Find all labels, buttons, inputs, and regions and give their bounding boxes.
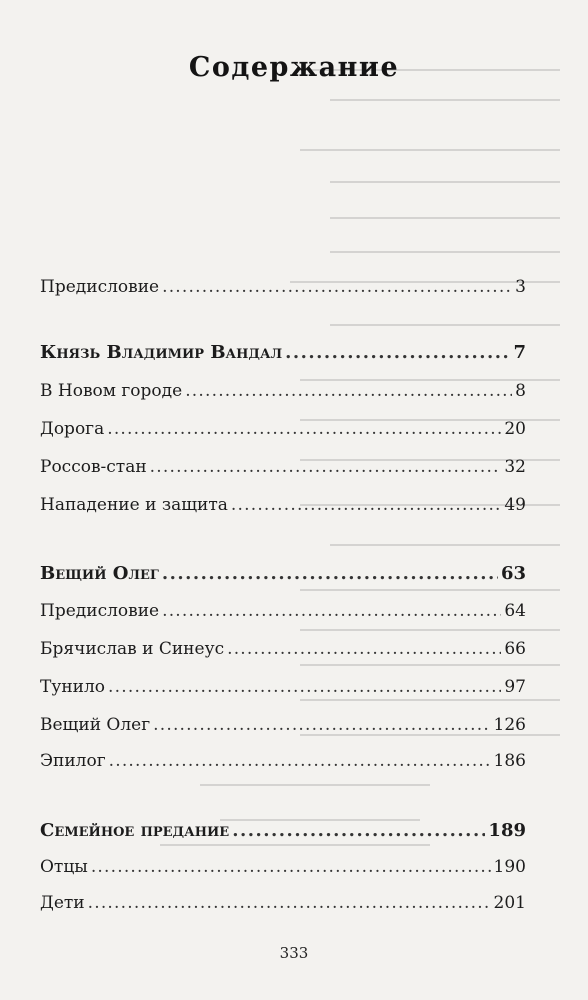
- toc-entry-label: Эпилог: [40, 751, 106, 771]
- toc-leader-dots: [91, 856, 491, 878]
- toc-entry: [40, 410, 526, 440]
- toc-leader-dots: [231, 494, 501, 516]
- toc-section-label: Князь Владимир Вандал: [40, 342, 283, 363]
- toc-entry: [40, 268, 526, 298]
- toc-entry-label: Дети: [40, 893, 85, 913]
- toc-entry: [40, 372, 526, 402]
- toc-leader-dots: [162, 600, 501, 622]
- toc-entry-page: 32: [504, 457, 526, 477]
- toc-entry-label: Россов-стан: [40, 457, 147, 477]
- toc-entry-label: Вещий Олег: [40, 715, 151, 735]
- toc-section-page: 189: [488, 820, 526, 841]
- toc-entry: [40, 884, 526, 914]
- toc-entry-page: 201: [493, 893, 526, 913]
- toc-entry-page: 49: [504, 495, 526, 515]
- toc-entry-page: 8: [515, 381, 526, 401]
- toc-entry-page: 66: [504, 639, 526, 659]
- toc-entry-page: 3: [515, 277, 526, 297]
- toc-section-label: Вещий Олег: [40, 563, 159, 584]
- toc-leader-dots: [108, 676, 501, 698]
- toc-entry-label: Нападение и защита: [40, 495, 228, 515]
- toc-leader-dots: [227, 638, 501, 660]
- toc-entry: [40, 706, 526, 736]
- toc-leader-dots: [109, 750, 491, 772]
- toc-leader-dots: [232, 820, 485, 842]
- toc-entry-page: 64: [504, 601, 526, 621]
- toc-entry: [40, 742, 526, 772]
- toc-entry: [40, 848, 526, 878]
- toc-entry-label: В Новом городе: [40, 381, 183, 401]
- toc-section: [40, 812, 526, 842]
- toc-section-label: Семейное предание: [40, 820, 230, 841]
- toc-section-page: 7: [513, 342, 526, 363]
- toc-entry-label: Предисловие: [40, 277, 160, 297]
- toc-section: [40, 555, 526, 585]
- toc-leader-dots: [185, 380, 512, 402]
- toc-leader-dots: [150, 456, 502, 478]
- toc-entry-page: 186: [493, 751, 526, 771]
- toc-entry: [40, 630, 526, 660]
- toc-entry-label: Отцы: [40, 857, 88, 877]
- toc-entry: [40, 592, 526, 622]
- toc-leader-dots: [153, 714, 490, 736]
- toc-entry: [40, 668, 526, 698]
- page-number: 333: [279, 944, 309, 962]
- toc-section-page: 63: [500, 563, 526, 584]
- toc-entry-label: Дорога: [40, 419, 105, 439]
- toc-leader-dots: [162, 563, 498, 585]
- toc-entry-page: 126: [493, 715, 526, 735]
- toc-leader-dots: [88, 892, 491, 914]
- toc-leader-dots: [162, 276, 512, 298]
- toc-entry: [40, 486, 526, 516]
- toc-entry-page: 97: [504, 677, 526, 697]
- toc-entry-label: Брячислав и Синеус: [40, 639, 225, 659]
- toc-section: [40, 334, 526, 364]
- toc-entry-page: 20: [504, 419, 526, 439]
- toc-leader-dots: [107, 418, 501, 440]
- toc-entry-label: Тунило: [40, 677, 106, 697]
- page-title: Содержание: [188, 52, 400, 83]
- toc-entry-page: 190: [493, 857, 526, 877]
- toc-leader-dots: [285, 342, 510, 364]
- toc-entry-label: Предисловие: [40, 601, 160, 621]
- toc-entry: [40, 448, 526, 478]
